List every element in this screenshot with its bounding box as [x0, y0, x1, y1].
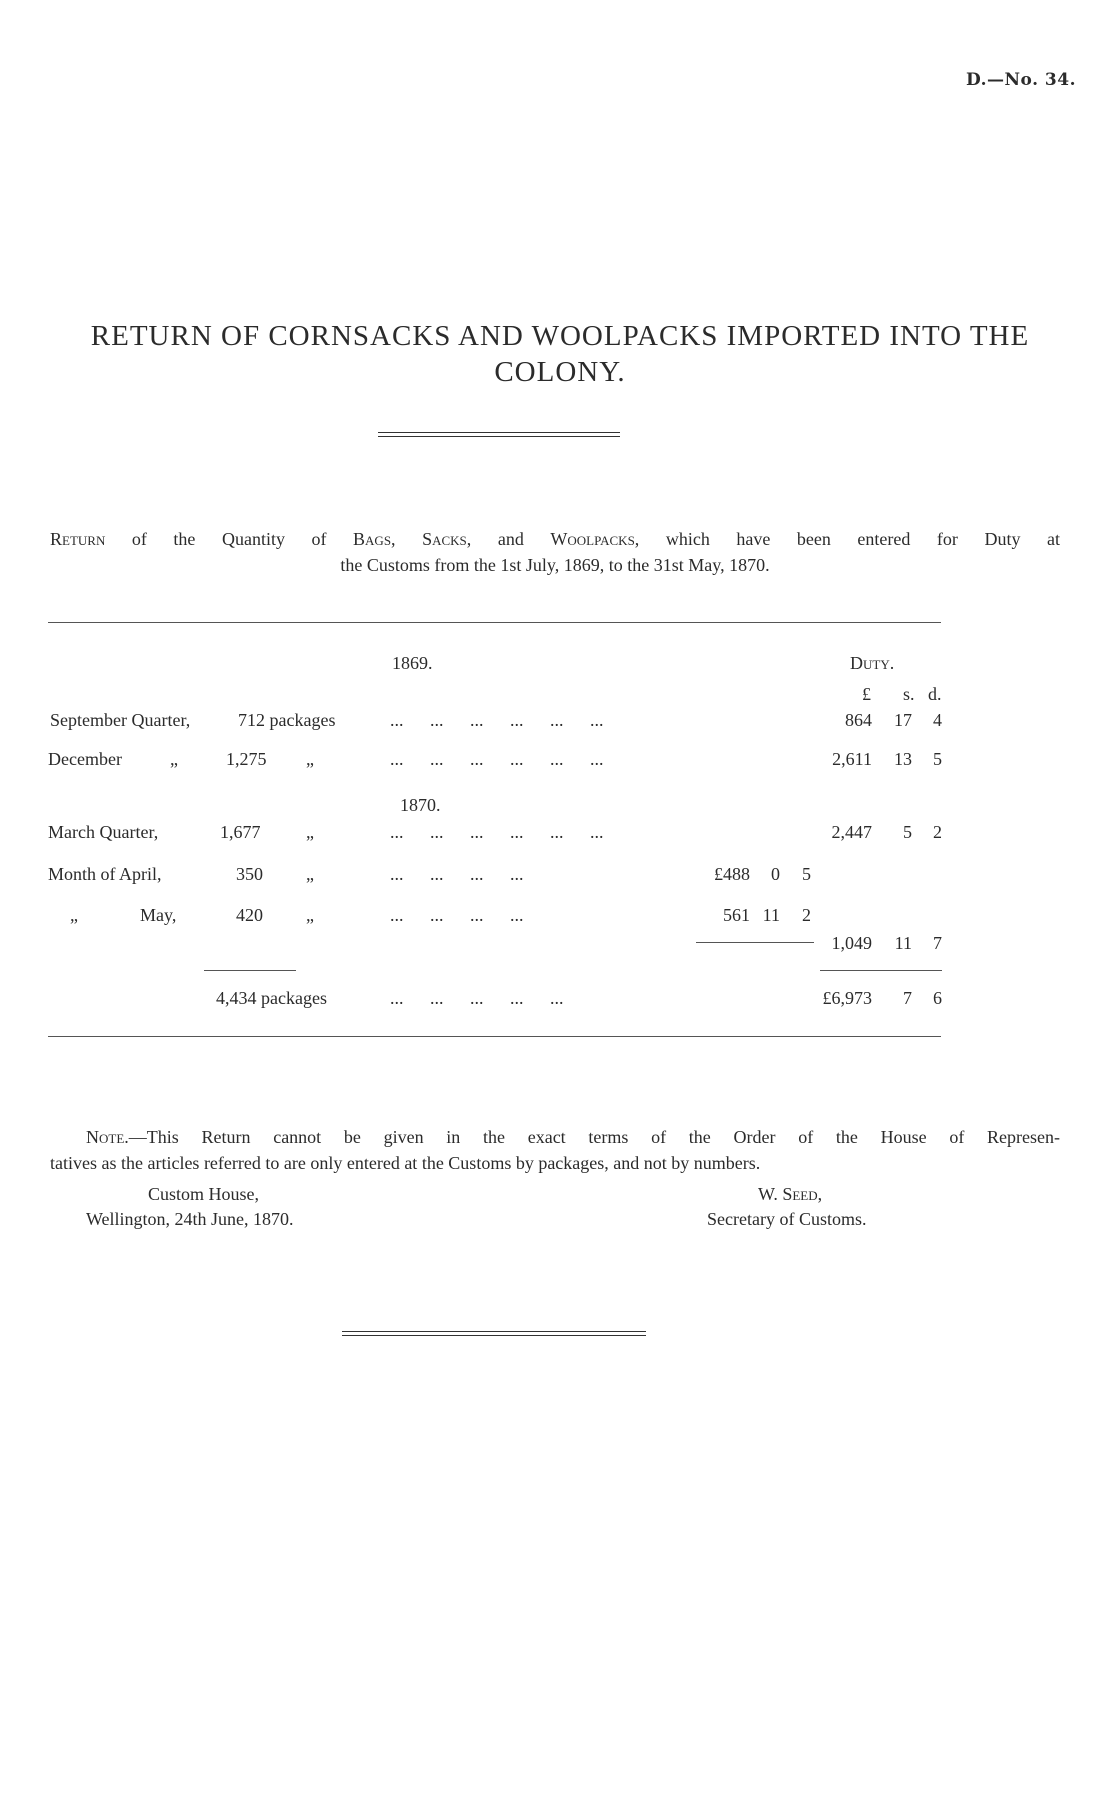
note-line-1: [50, 1124, 1060, 1150]
row-pounds: 864: [845, 710, 872, 730]
sub-pence: 2: [802, 905, 811, 925]
leader-dots: ... ... ... ...: [390, 905, 524, 925]
signatory-name: W. Seed,: [758, 1184, 823, 1204]
signature-date: Wellington, 24th June, 1870.: [86, 1209, 294, 1229]
row-period: Month of April,: [48, 864, 162, 884]
intro-bags: Bags: [353, 529, 392, 549]
row-shillings: 17: [894, 710, 912, 730]
total-quantity: 4,434 packages: [216, 988, 327, 1008]
note-label: Note.: [86, 1127, 129, 1147]
intro-woolpacks: Woolpacks: [550, 529, 635, 549]
row-period: May,: [140, 905, 177, 925]
signature-place: Custom House,: [148, 1184, 260, 1204]
intro-sep: , and: [466, 529, 551, 549]
row-pounds: 2,611: [832, 749, 872, 769]
sub-shillings: 11: [762, 905, 780, 925]
document-reference: D.—No. 34.: [965, 70, 1076, 90]
ditto-mark: „: [306, 864, 314, 884]
row-quantity: 712 packages: [238, 710, 336, 730]
bottom-divider: [342, 1331, 646, 1332]
pence-header: d.: [928, 684, 942, 704]
note-paragraph: [50, 1124, 1060, 1176]
row-pence: 4: [933, 710, 942, 730]
ditto-mark: „: [306, 905, 314, 925]
leader-dots: ... ... ... ...: [390, 864, 524, 884]
row-shillings: 13: [894, 749, 912, 769]
year-1870-header: 1870.: [400, 795, 441, 815]
note-line-2: tatives as the articles referred to are only entered at the Customs by packages, and not by numbers.: [50, 1153, 761, 1173]
ditto-mark: „: [306, 822, 314, 842]
sub-pounds: £488: [714, 864, 750, 884]
row-quantity: 350: [236, 864, 263, 884]
row-period: December: [48, 749, 122, 769]
pounds-header: £: [862, 684, 871, 704]
intro-text: of the Quantity of: [105, 529, 354, 549]
signatory-title: Secretary of Customs.: [707, 1209, 867, 1229]
intro-text: , which have been entered for Duty at: [634, 529, 1060, 549]
duty-header: Duty.: [850, 653, 895, 673]
row-shillings: 5: [903, 822, 912, 842]
total-pounds: £6,973: [822, 988, 872, 1008]
intro-return-word: Return: [50, 529, 106, 549]
quantity-total-rule: [204, 970, 296, 971]
year-1869-header: 1869.: [392, 653, 433, 673]
row-period: September Quarter,: [50, 710, 191, 730]
intro-sep: ,: [391, 529, 423, 549]
subtotal-pounds: 1,049: [831, 933, 872, 953]
page-title: RETURN OF CORNSACKS AND WOOLPACKS IMPORTED INTO THE COLONY.: [90, 320, 1030, 388]
sub-shillings: 0: [771, 864, 780, 884]
subtotal-shillings: 11: [894, 933, 912, 953]
row-period: March Quarter,: [48, 822, 159, 842]
leader-dots: ... ... ... ... ... ...: [390, 822, 604, 842]
intro-sacks: Sacks: [422, 529, 467, 549]
sub-pounds: 561: [723, 905, 750, 925]
ditto-mark: „: [170, 749, 178, 769]
row-quantity: 1,275: [226, 749, 267, 769]
leader-dots: ... ... ... ... ... ...: [390, 710, 604, 730]
row-quantity: 1,677: [220, 822, 261, 842]
ditto-mark: „: [70, 905, 78, 925]
total-pence: 6: [933, 988, 942, 1008]
leader-dots: ... ... ... ... ... ...: [390, 749, 604, 769]
ditto-mark: „: [306, 749, 314, 769]
sub-pence: 5: [802, 864, 811, 884]
total-shillings: 7: [903, 988, 912, 1008]
shillings-header: s.: [903, 684, 915, 704]
table-bottom-rule: [48, 1036, 941, 1037]
row-pence: 2: [933, 822, 942, 842]
duty-total-rule: [820, 970, 942, 971]
row-pence: 5: [933, 749, 942, 769]
subtotal-pence: 7: [933, 933, 942, 953]
row-pounds: 2,447: [831, 822, 872, 842]
row-quantity: 420: [236, 905, 263, 925]
subtotal-rule: [696, 942, 814, 943]
leader-dots: ... ... ... ... ...: [390, 988, 564, 1008]
intro-line-2: the Customs from the 1st July, 1869, to the 31st May, 1870.: [340, 555, 770, 575]
note-text: —This Return cannot be given in the exact terms of the Order of the House of Represen-: [128, 1127, 1060, 1147]
